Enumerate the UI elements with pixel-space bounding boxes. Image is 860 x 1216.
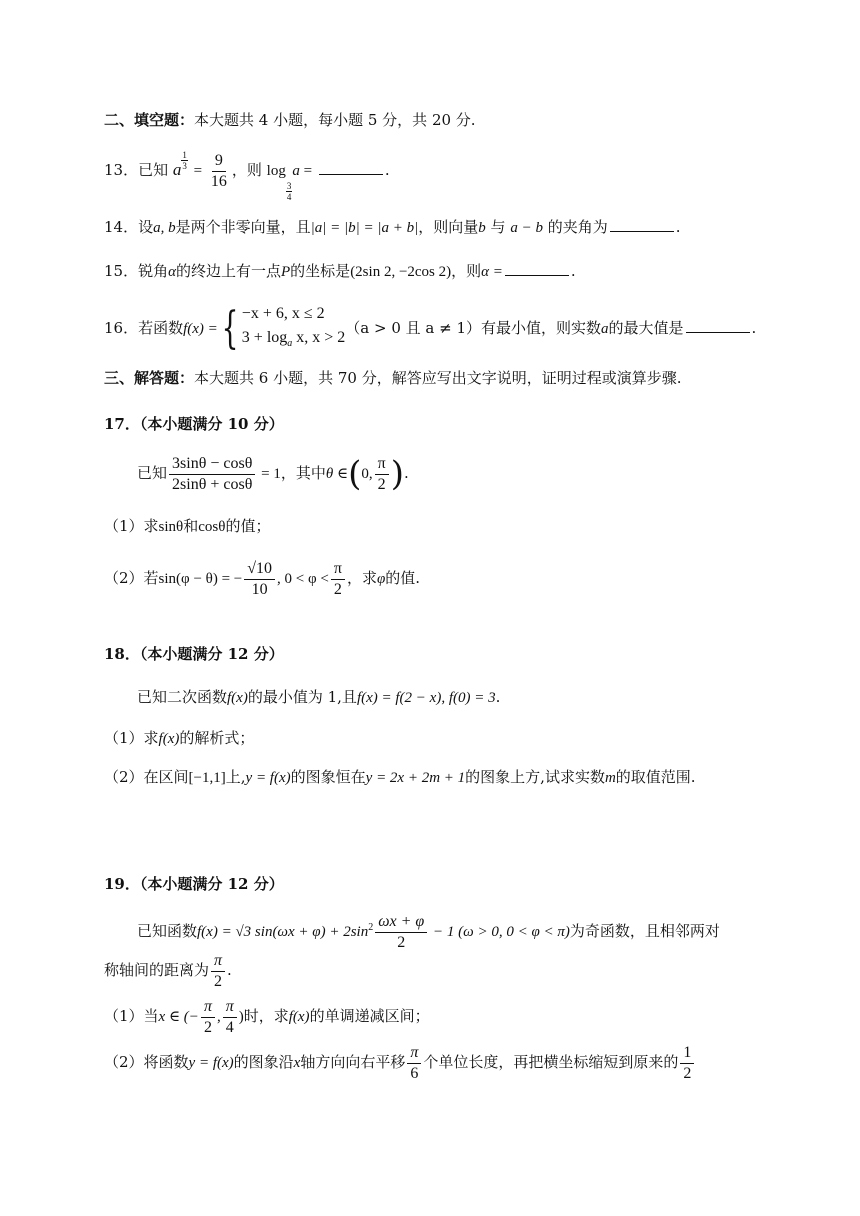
q13-log: log	[266, 163, 286, 179]
q16-f: f(x) =	[183, 321, 218, 337]
q18-cond: f(x) = f(2 − x), f(0) = 3	[356, 690, 496, 706]
q14-vars: a, b	[153, 220, 176, 236]
q16-case1: −x + 6, x ≤ 2	[241, 304, 325, 322]
q18-sub2	[104, 765, 696, 790]
q14-p2: 是两个非零向量，且	[175, 218, 311, 236]
q15-alpha: α	[168, 264, 176, 280]
q19-s1-frac1	[201, 997, 215, 1038]
q18-s2-int: [−1,1]	[188, 770, 226, 786]
q16-number: 16．	[104, 319, 139, 337]
q19-sq: 2	[368, 922, 374, 933]
q13-number: 13．	[104, 161, 139, 179]
q18-end: .	[495, 688, 501, 706]
q19-fd: 2	[397, 933, 406, 951]
q17-end: .	[403, 464, 409, 482]
q17-eq: = 1	[257, 466, 281, 482]
q19-p3: 称轴间的距离为	[104, 961, 210, 979]
question-14	[104, 215, 681, 240]
q13-mid: ，则	[231, 161, 262, 179]
q15-p3: 的坐标是	[290, 262, 351, 280]
q19-s2-6: 6	[410, 1064, 419, 1082]
q19-frac	[375, 912, 427, 953]
q17-s1-math2: cosθ	[198, 519, 226, 535]
q17-lparen: (	[348, 454, 362, 494]
q17-sub1	[104, 514, 270, 539]
q19-stem-cont	[104, 948, 232, 992]
section3-title: 三、解答题：	[104, 369, 195, 387]
q15-answer-blank[interactable]	[505, 261, 569, 276]
q19-p1: 已知函数	[137, 922, 198, 940]
q17-s1-and: 和	[183, 517, 199, 535]
q18-p1: 已知二次函数	[137, 688, 228, 706]
q15-number: 15．	[104, 262, 139, 280]
q17-p1: 已知	[137, 464, 168, 482]
q18-p2: 的最小值为 1,且	[247, 688, 357, 706]
q17-s2-end: ，求	[346, 569, 377, 587]
q19-f2: − 1 (ω > 0, 0 < φ < π)	[429, 924, 570, 940]
q17-s1-math: sinθ	[158, 519, 184, 535]
q17-int-l: 0,	[361, 466, 373, 482]
q14-end: .	[675, 218, 681, 236]
q19-s1-end: 的单调递减区间；	[309, 1007, 430, 1025]
question-13	[104, 150, 390, 202]
q18-s1-fx: f(x)	[158, 731, 180, 747]
q16-p2: 有最小值，则实数	[481, 319, 602, 337]
q17-s2-den: 10	[251, 580, 268, 598]
q15-p4: ，则	[451, 262, 482, 280]
q19-s1-2: 2	[203, 1018, 212, 1036]
q19-s2-p2: 轴方向向右平移	[300, 1053, 406, 1071]
q17-s2-pi: π	[331, 559, 345, 580]
q17-s2-tail: 的值.	[385, 569, 421, 587]
q17-s2-two: 2	[333, 580, 342, 598]
q14-p5: 的夹角为	[547, 218, 608, 236]
q17-stem	[137, 450, 409, 497]
q19-s1-label: （1）当	[104, 1007, 159, 1025]
q19-sub2	[104, 1040, 696, 1085]
q13-frac-den: 16	[210, 172, 227, 190]
q14-v1: b	[478, 220, 486, 236]
section2-desc: 本大题共 4 小题，每小题 5 分，共 20 分.	[194, 111, 476, 129]
q17-s2-mid: , 0 < φ <	[277, 571, 329, 587]
q16-a: a	[601, 321, 609, 337]
question-16	[104, 300, 756, 357]
q19-s2-frac	[407, 1043, 421, 1084]
q16-end: .	[751, 319, 757, 337]
q19-pi-half	[211, 951, 225, 992]
q19-p2: 为奇函数，且相邻两对	[569, 922, 720, 940]
q13-log-base-den: 4	[286, 192, 292, 202]
q18-s2-p1: 上,	[225, 768, 246, 786]
q17-s2-math: sin(φ − θ) = −	[158, 571, 243, 587]
q18-s2-p4: 的取值范围.	[615, 768, 696, 786]
section3-header	[104, 366, 682, 390]
q16-p1: 若函数	[138, 319, 184, 337]
q19-s2-p1: 的图象沿	[233, 1053, 294, 1071]
q16-case2-sub: a	[287, 338, 293, 350]
q17-s2-label: （2）若	[104, 569, 159, 587]
q17-header: 17．（本小题满分 10 分）	[104, 415, 284, 433]
q16-case2-a: 3 + log	[241, 328, 288, 346]
q13-log-base-num: 3	[286, 181, 292, 191]
q16-case2-rest: x, x > 2	[292, 328, 346, 346]
q17-two: 2	[377, 475, 386, 493]
q17-num: 3sinθ − cosθ	[169, 454, 255, 475]
q18-sub1	[104, 726, 254, 751]
q14-cond: |a| = |b| = |a + b|	[310, 220, 419, 236]
q17-s1-label: （1）求	[104, 517, 159, 535]
q13-fraction	[208, 151, 230, 192]
q17-p2: ，其中	[280, 464, 326, 482]
q19-s2-p3: 个单位长度，再把横坐标缩短到原来的	[423, 1053, 679, 1071]
section2-title: 二、填空题：	[104, 111, 195, 129]
q17-s1-end: 的值；	[225, 517, 271, 535]
q17-sub2	[104, 556, 420, 601]
question-15	[104, 259, 576, 284]
q19-s1-x: x ∈ (−	[158, 1009, 199, 1025]
q17-pi: π	[375, 454, 389, 475]
q19-s2-pi: π	[407, 1043, 421, 1064]
q19-f1: f(x) = √3 sin(ωx + φ) + 2sin	[197, 924, 369, 940]
q15-coord: (2sin 2, −2cos 2)	[350, 264, 452, 280]
q18-s2-p2: 的图象恒在	[290, 768, 366, 786]
q18-stem	[137, 685, 500, 710]
q13-log-eq: =	[299, 163, 313, 179]
q19-s1-close: )	[238, 1009, 244, 1025]
q18-s2-p3: 的图象上方,试求实数	[465, 768, 605, 786]
q13-eq: =	[189, 163, 206, 179]
q14-number: 14．	[104, 218, 139, 236]
q18-s2-label: （2）在区间	[104, 768, 189, 786]
q15-p2: 的终边上有一点	[175, 262, 281, 280]
q19-header: 19．（本小题满分 12 分）	[104, 875, 284, 893]
q14-p1: 设	[138, 218, 154, 236]
q14-v2: a − b	[510, 220, 543, 236]
q16-cases	[242, 302, 346, 356]
q17-phi: φ	[376, 571, 386, 587]
q19-s2-half	[680, 1043, 694, 1084]
q17-rparen: )	[390, 454, 404, 494]
q18-s1-end: 的解析式；	[179, 729, 255, 747]
q19-s2-2: 2	[683, 1064, 692, 1082]
q19-sub1: （1）当x ∈ (− $\frac{\pi}{2}$ , $\frac{\pi}{4}$ )时，求f(x)的单调递减区间；	[104, 997, 430, 1036]
q17-fraction	[169, 454, 255, 495]
q19-fn: ωx + φ	[375, 912, 427, 933]
q18-header: 18．（本小题满分 12 分）	[104, 645, 284, 663]
q19-end: .	[227, 961, 232, 979]
q19-s1-pi2: π	[223, 997, 237, 1018]
q14-answer-blank[interactable]	[610, 217, 674, 232]
q18-s1-label: （1）求	[104, 729, 159, 747]
q19-s1-frac2	[223, 997, 237, 1038]
q18-fx: f(x)	[227, 690, 248, 706]
q17-s2-num: √10	[244, 559, 275, 580]
q19-s2-y: y = f(x)	[188, 1055, 234, 1071]
q16-brace: {	[221, 303, 239, 354]
q19-two: 2	[214, 972, 223, 990]
q19-s1-4: 4	[225, 1018, 234, 1036]
q13-exponent	[181, 150, 188, 171]
q16-p3: 的最大值是	[608, 319, 684, 337]
section3-desc: 本大题共 6 小题，共 70 分，解答应写出文字说明，证明过程或演算步骤.	[194, 369, 682, 387]
q17-den: 2sinθ + cosθ	[172, 475, 253, 493]
q17-pi-half	[375, 454, 389, 495]
q13-frac-num: 9	[212, 151, 226, 172]
q17-s2-pi-half	[331, 559, 345, 600]
q14-p4: 与	[490, 218, 506, 236]
q15-point: P	[281, 264, 291, 280]
q19-s1-f: f(x)	[288, 1009, 310, 1025]
q16-cond: （a > 0 且 a ≠ 1）	[345, 319, 482, 337]
q15-end: .	[570, 262, 576, 280]
q17-s2-frac	[244, 559, 275, 600]
q19-s1-p: 时，求	[243, 1007, 289, 1025]
q13-end: .	[384, 161, 390, 179]
q13-answer-blank[interactable]	[319, 160, 383, 175]
q19-s2-x: x	[293, 1055, 301, 1071]
q15-ans: α =	[481, 264, 503, 280]
q17-theta-in: θ ∈	[325, 466, 349, 482]
q15-p1: 锐角	[138, 262, 169, 280]
q16-answer-blank[interactable]	[686, 318, 750, 333]
q13-exp-den: 3	[182, 161, 187, 171]
q13-log-base	[286, 181, 293, 202]
q13-exp-num: 1	[182, 150, 187, 160]
q19-s1-pi: π	[201, 997, 215, 1018]
q19-pi: π	[211, 951, 225, 972]
q18-s2-line: y = 2x + 2m + 1	[365, 770, 466, 786]
q19-s2-1: 1	[680, 1043, 694, 1064]
q19-s2-label: （2）将函数	[104, 1053, 189, 1071]
q13-base: a	[172, 160, 182, 179]
q18-s2-m: m	[604, 770, 616, 786]
q13-log-arg: a	[292, 163, 300, 179]
q18-s2-y: y = f(x)	[245, 770, 291, 786]
q16-case2	[242, 326, 346, 356]
q13-prefix: 已知	[138, 161, 169, 179]
q14-p3: ，则向量	[418, 218, 479, 236]
section2-header	[104, 108, 476, 132]
q19-stem	[137, 906, 720, 954]
